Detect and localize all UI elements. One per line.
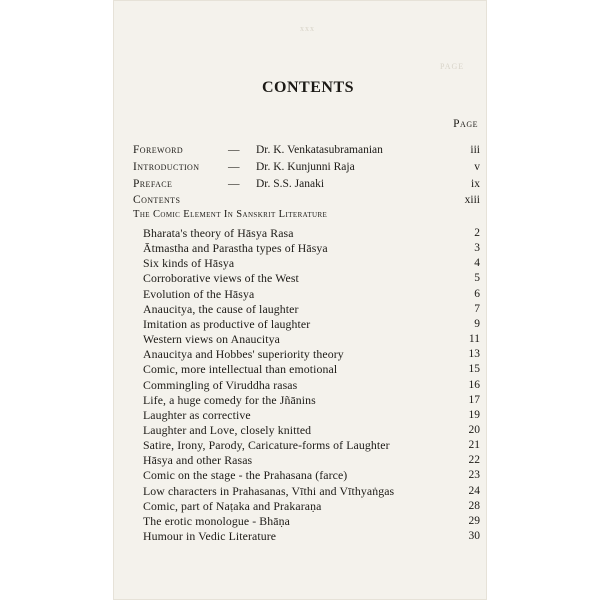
front-matter-label: Contents	[133, 194, 181, 206]
chapter-entry-page-number: 17	[468, 393, 480, 406]
chapter-entry-title: Evolution of the Hāsya	[143, 286, 255, 301]
chapter-entry-page-number: 21	[468, 439, 480, 452]
chapter-entry-page-number: 15	[468, 363, 480, 376]
chapter-entry-title: Comic, part of Naṭaka and Prakaraṇa	[143, 498, 322, 513]
front-matter-dash: —	[228, 144, 240, 156]
chapter-entry-row	[0, 437, 600, 453]
chapter-entry-title: Commingling of Viruddha rasas	[143, 377, 298, 392]
front-matter-page-number: ix	[471, 178, 480, 190]
chapter-entry-row	[0, 483, 600, 499]
chapter-entry-row	[0, 513, 600, 529]
chapter-entry-title: Laughter and Love, closely knitted	[143, 422, 312, 437]
chapter-entry-row	[0, 225, 600, 241]
front-matter-page-number: xiii	[464, 194, 480, 206]
chapter-entry-row	[0, 467, 600, 483]
chapter-entry-page-number: 24	[468, 484, 480, 497]
chapter-entry-row	[0, 422, 600, 438]
chapter-entry-page-number: 9	[474, 317, 480, 330]
front-matter-page-number: iii	[470, 144, 480, 156]
chapter-entry-row	[0, 392, 600, 408]
chapter-entry-row	[0, 331, 600, 347]
front-matter-row	[0, 142, 600, 158]
chapter-entry-page-number: 6	[474, 287, 480, 300]
section-title: The Comic Element In Sanskrit Literature	[133, 209, 328, 220]
chapter-entry-title: Ātmastha and Parastha types of Hāsya	[143, 241, 328, 256]
chapter-entry-title: Comic on the stage - the Prahasana (farce)	[143, 468, 348, 483]
front-matter-author: Dr. K. Venkatasubramanian	[256, 144, 383, 156]
front-matter-dash: —	[228, 178, 240, 190]
show-through-text: PAGE	[440, 62, 465, 71]
chapter-entry-row	[0, 301, 600, 317]
chapter-entry-row	[0, 286, 600, 302]
chapter-entry-row	[0, 361, 600, 377]
chapter-entry-page-number: 2	[474, 227, 480, 239]
front-matter-label: Preface	[133, 178, 173, 190]
chapter-entry-title: Low characters in Prahasanas, Vīthi and Vīthyaṅgas	[143, 483, 395, 498]
chapter-entry-title: Comic, more intellectual than emotional	[143, 362, 338, 377]
chapter-entry-title: The erotic monologue - Bhāṇa	[143, 513, 290, 528]
chapter-entry-row	[0, 346, 600, 362]
chapter-entry-row	[0, 316, 600, 332]
chapter-entry-page-number: 20	[468, 423, 480, 436]
chapter-entry-page-number: 16	[468, 378, 480, 391]
chapter-entry-page-number: 29	[468, 514, 480, 527]
front-matter-dash: —	[228, 161, 240, 173]
chapter-entry-page-number: 30	[468, 530, 480, 542]
chapter-entry-row	[0, 452, 600, 468]
chapter-entry-page-number: 19	[468, 408, 480, 421]
chapter-entry-page-number: 23	[468, 469, 480, 482]
front-matter-row	[0, 176, 600, 192]
chapter-entry-title: Western views on Anaucitya	[143, 332, 280, 347]
chapter-entry-page-number: 5	[474, 272, 480, 285]
chapter-entry-row	[0, 498, 600, 514]
front-matter-page-number: v	[474, 161, 480, 173]
chapter-entry-title: Anaucitya and Hobbes' superiority theory	[143, 347, 344, 362]
chapter-entry-title: Corroborative views of the West	[143, 271, 299, 286]
chapter-entry-row	[0, 407, 600, 423]
front-matter-author: Dr. K. Kunjunni Raja	[256, 161, 355, 173]
front-matter-row	[0, 159, 600, 175]
chapter-entry-title: Imitation as productive of laughter	[143, 316, 311, 331]
chapter-entry-row	[0, 240, 600, 256]
chapter-entry-title: Satire, Irony, Parody, Caricature-forms of Laughter	[143, 438, 390, 453]
chapter-entry-title: Six kinds of Hāsya	[143, 256, 235, 271]
chapter-entry-page-number: 28	[468, 499, 480, 512]
chapter-entry-title: Anaucitya, the cause of laughter	[143, 301, 299, 316]
front-matter-label: Introduction	[133, 161, 200, 173]
contents-heading: CONTENTS	[262, 79, 355, 96]
chapter-entry-title: Hāsya and other Rasas	[143, 453, 253, 468]
chapter-entry-title: Laughter as corrective	[143, 407, 251, 422]
chapter-entry-page-number: 4	[474, 257, 480, 270]
chapter-entry-title: Humour in Vedic Literature	[143, 529, 277, 543]
page-column-label: Page	[453, 118, 478, 130]
front-matter-row	[0, 192, 600, 208]
chapter-entry-page-number: 22	[468, 454, 480, 467]
chapter-entry-page-number: 11	[468, 333, 480, 346]
chapter-entry-title: Life, a huge comedy for the Jñānins	[143, 392, 316, 407]
chapter-entry-row	[0, 528, 600, 544]
show-through-text: xxx	[300, 24, 315, 33]
front-matter-label: Foreword	[133, 144, 184, 156]
chapter-entry-row	[0, 270, 600, 286]
chapter-entry-page-number: 3	[474, 242, 480, 255]
front-matter-author: Dr. S.S. Janaki	[256, 178, 325, 190]
chapter-entry-row	[0, 377, 600, 393]
chapter-entry-row	[0, 255, 600, 271]
chapter-entry-page-number: 7	[474, 302, 480, 315]
chapter-entry-page-number: 13	[468, 348, 480, 361]
chapter-entry-title: Bharata's theory of Hāsya Rasa	[143, 226, 294, 240]
